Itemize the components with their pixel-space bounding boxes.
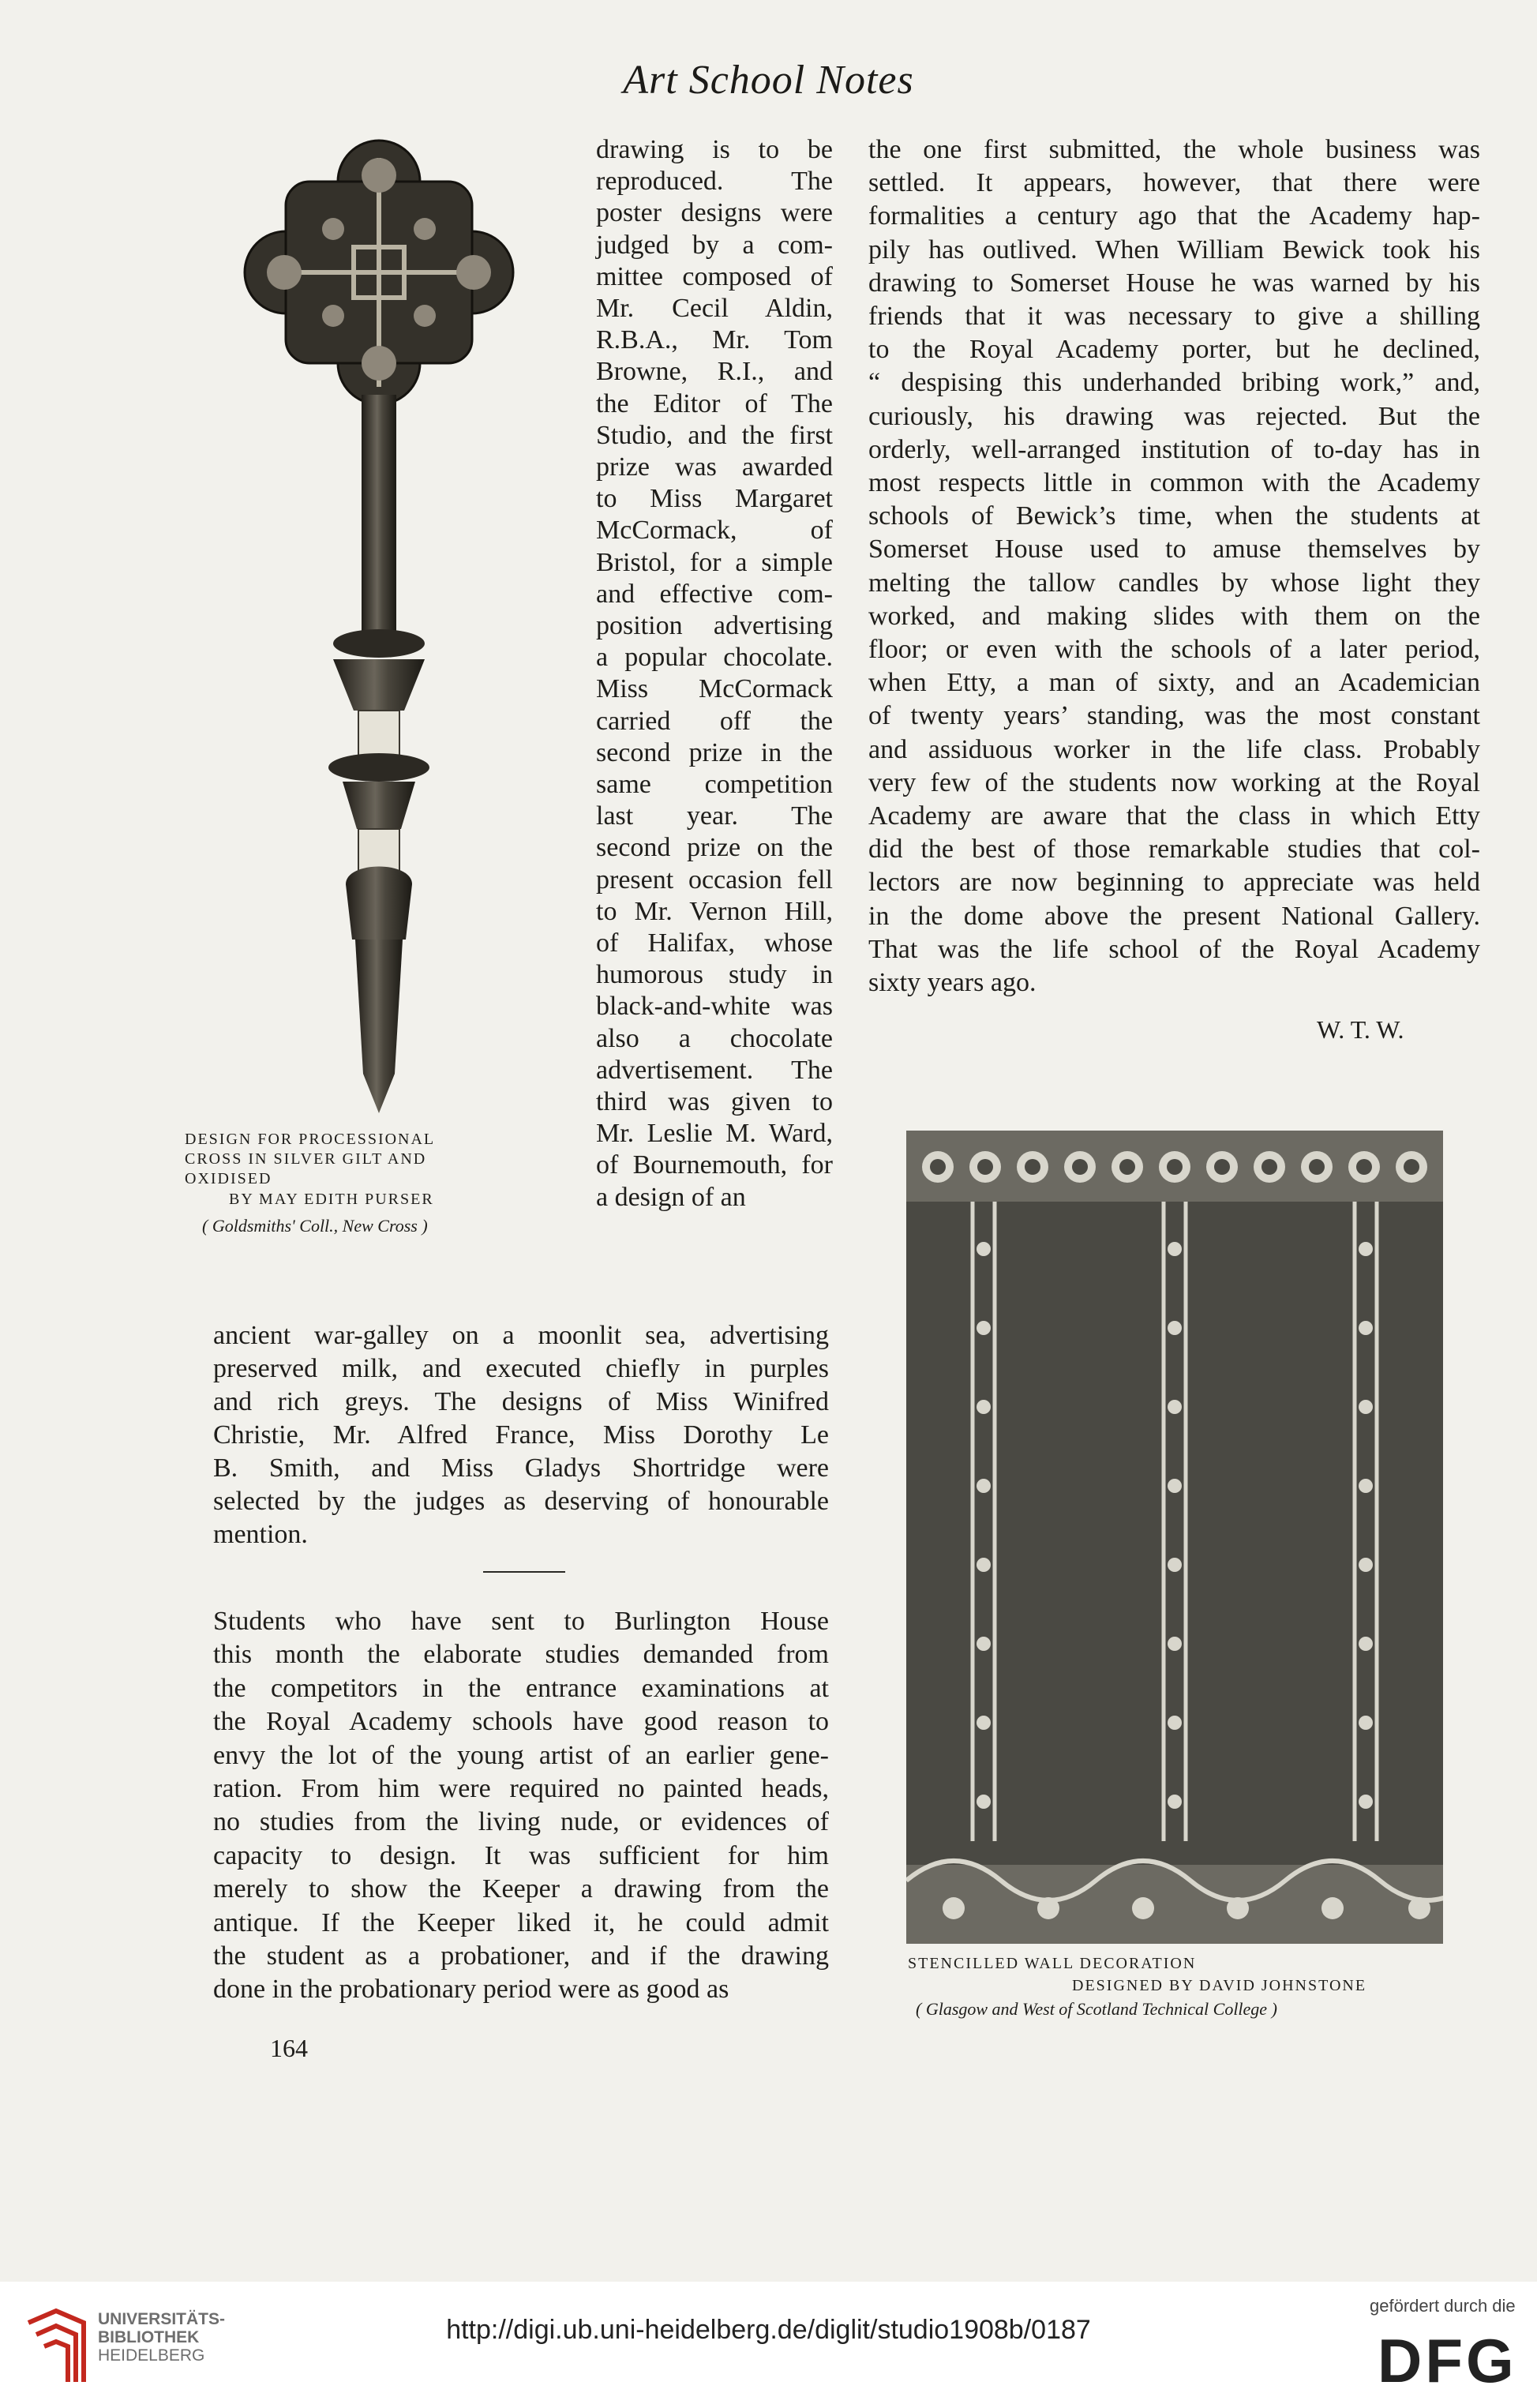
text-line: carried off the	[596, 706, 833, 736]
text-line: melting the tallow candles by whose light they	[868, 568, 1480, 598]
text-line: sixty years ago.	[868, 968, 1037, 997]
text-line: also a chocolate	[596, 1023, 833, 1053]
text-line: McCormack, of	[596, 516, 833, 546]
text-line: “ despising this underhanded bribing work,” and,	[868, 368, 1480, 398]
library-name-line: BIBLIOTHEK	[98, 2328, 200, 2346]
text-line: most respects little in common with the Academy	[868, 468, 1480, 497]
text-line: worked, and making slides with them on the	[868, 601, 1480, 631]
text-line: a popular chocolate.	[596, 643, 833, 673]
text-line: pily has outlived. When William Bewick took his	[868, 234, 1480, 264]
library-name-line: UNIVERSITÄTS-	[98, 2310, 226, 2328]
funding-text: gefördert durch die	[1370, 2296, 1516, 2316]
text-line: friends that it was necessary to give a shilling	[868, 302, 1480, 331]
text-line: second prize in the	[596, 737, 833, 767]
text-line: mittee composed of	[596, 261, 833, 291]
text-line: to the Royal Academy porter, but he declined,	[868, 335, 1480, 365]
text-line: very few of the students now working at the Royal	[868, 767, 1480, 797]
text-line: Miss McCormack	[596, 674, 833, 704]
stencil-caption-college: ( Glasgow and West of Scotland Technical College )	[916, 1999, 1277, 2019]
text-line: the one first submitted, the whole business was	[868, 135, 1480, 164]
text-line: lectors are now beginning to appreciate was held	[868, 868, 1480, 898]
dfg-logo: DFG	[1378, 2326, 1517, 2395]
text-line: of Halifax, whose	[596, 928, 833, 958]
text-line: prize was awarded	[596, 452, 833, 482]
text-line: did the best of those remarkable studies that col-	[868, 835, 1480, 865]
text-line: the competitors in the entrance examinations at	[213, 1673, 829, 1703]
text-line: mention.	[213, 1520, 308, 1549]
text-line: and effective com-	[596, 579, 833, 609]
text-line: R.B.A., Mr. Tom	[596, 325, 833, 355]
text-line: orderly, well-arranged institution of to-day has in	[868, 434, 1480, 464]
text-line: That was the life school of the Royal Academy	[868, 934, 1480, 964]
text-line: Somerset House used to amuse themselves by	[868, 534, 1480, 564]
text-line: and rich greys. The designs of Miss Winifred	[213, 1387, 829, 1416]
source-url-link[interactable]: http://digi.ub.uni-heidelberg.de/diglit/studio1908b/0187	[446, 2315, 1091, 2345]
stencil-caption-title: STENCILLED WALL DECORATION	[908, 1955, 1197, 1972]
library-name-line: HEIDELBERG	[98, 2346, 205, 2365]
text-line: to Mr. Vernon Hill,	[596, 896, 833, 926]
text-line: Mr. Cecil Aldin,	[596, 294, 833, 323]
page-number: 164	[270, 2034, 308, 2062]
text-line: the student as a probationer, and if the drawing	[213, 1941, 829, 1971]
text-line: done in the probationary period were as good as	[213, 1975, 729, 2005]
text-line: the Editor of The	[596, 388, 833, 418]
text-line: capacity to design. It was sufficient for him	[213, 1840, 829, 1870]
text-line: same competition	[596, 770, 833, 799]
text-line: when Etty, a man of sixty, and an Academician	[868, 668, 1480, 698]
text-line: Students who have sent to Burlington House	[213, 1607, 829, 1636]
text-line: merely to show the Keeper a drawing from the	[213, 1874, 829, 1904]
cross-caption-line: CROSS IN SILVER GILT AND	[185, 1150, 427, 1168]
text-line: advertisement. The	[596, 1055, 833, 1085]
text-line: third was given to	[596, 1087, 833, 1116]
text-line: second prize on the	[596, 833, 833, 863]
cross-caption-line: DESIGN FOR PROCESSIONAL	[185, 1131, 436, 1148]
text-line: Christie, Mr. Alfred France, Miss Dorothy Le	[213, 1420, 829, 1450]
text-line: drawing to Somerset House he was warned by his	[868, 268, 1480, 298]
stencil-caption-credit: DESIGNED BY DAVID JOHNSTONE	[1072, 1977, 1367, 1994]
author-signature: W. T. W.	[1317, 1015, 1404, 1044]
text-line: Bristol, for a simple	[596, 547, 833, 577]
text-line: in the dome above the present National Gallery.	[868, 901, 1480, 931]
text-line: reproduced. The	[596, 167, 833, 197]
text-line: Academy are aware that the class in which Etty	[868, 801, 1480, 831]
text-line: ancient war-galley on a moonlit sea, advertising	[213, 1321, 829, 1350]
cross-caption-credit: BY MAY EDITH PURSER	[229, 1191, 434, 1208]
text-line: antique. If the Keeper liked it, he could admit	[213, 1907, 829, 1937]
text-line: curiously, his drawing was rejected. But the	[868, 401, 1480, 431]
section-divider	[483, 1571, 565, 1573]
text-line: this month the elaborate studies demanded from	[213, 1640, 829, 1670]
processional-cross-illustration	[207, 126, 562, 1121]
text-line: of twenty years’ standing, was the most constant	[868, 701, 1480, 731]
text-line: B. Smith, and Miss Gladys Shortridge were	[213, 1453, 829, 1483]
cross-caption-collection: ( Goldsmiths' Coll., New Cross )	[202, 1216, 428, 1236]
text-line: Browne, R.I., and	[596, 357, 833, 387]
text-line: of Bournemouth, for	[596, 1150, 833, 1180]
text-line: Studio, and the first	[596, 420, 833, 450]
text-line: no studies from the living nude, or evidences of	[213, 1807, 829, 1837]
text-line: preserved milk, and executed chiefly in purples	[213, 1354, 829, 1383]
text-line: settled. It appears, however, that there were	[868, 168, 1480, 198]
text-line: envy the lot of the young artist of an earlier gene-	[213, 1740, 829, 1770]
stencilled-wall-decoration-illustration	[906, 1131, 1443, 1944]
text-line: to Miss Margaret	[596, 484, 833, 514]
text-line: formalities a century ago that the Academy hap-	[868, 201, 1480, 231]
text-line: and assiduous worker in the life class. Probably	[868, 734, 1480, 764]
text-line: judged by a com-	[596, 230, 833, 260]
text-line: selected by the judges as deserving of honourable	[213, 1487, 829, 1516]
text-line: position advertising	[596, 611, 833, 640]
cross-caption-line: OXIDISED	[185, 1170, 272, 1187]
text-line: ration. From him were required no painted heads,	[213, 1774, 829, 1803]
running-title: Art School Notes	[623, 58, 914, 103]
text-line: poster designs were	[596, 198, 833, 228]
text-line: the Royal Academy schools have good reason to	[213, 1707, 829, 1737]
text-line: humorous study in	[596, 960, 833, 990]
text-line: Mr. Leslie M. Ward,	[596, 1119, 833, 1149]
text-line: last year. The	[596, 801, 833, 831]
text-line: present occasion fell	[596, 865, 833, 895]
text-line: floor; or even with the schools of a later period,	[868, 635, 1480, 664]
text-line: schools of Bewick’s time, when the students at	[868, 501, 1480, 531]
text-line: drawing is to be	[596, 135, 833, 164]
text-line: black-and-white was	[596, 992, 833, 1022]
text-line: a design of an	[596, 1182, 746, 1212]
